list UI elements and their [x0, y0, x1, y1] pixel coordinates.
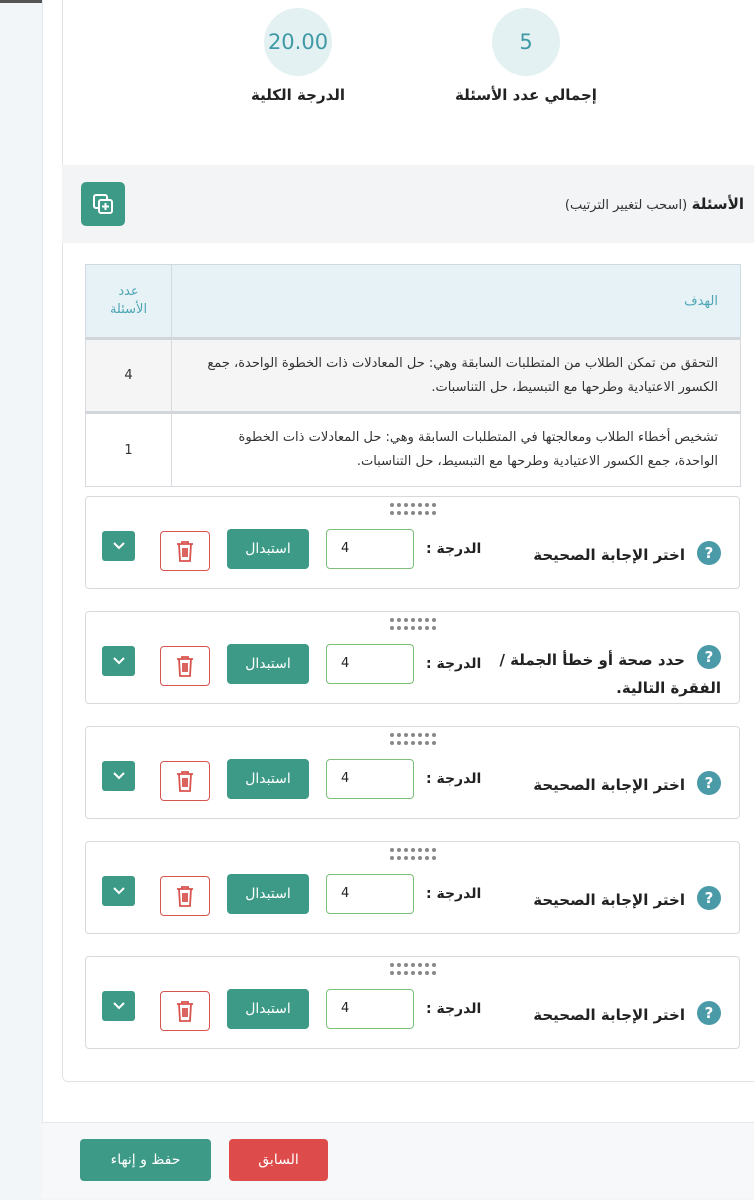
grade-input[interactable]: 4 [326, 759, 414, 799]
question-card[interactable] [85, 726, 740, 819]
grade-input[interactable]: 4 [326, 874, 414, 914]
trash-icon [176, 1000, 194, 1022]
chevron-down-icon [112, 886, 126, 896]
drag-handle-icon[interactable] [390, 503, 436, 517]
drag-handle-icon[interactable] [390, 848, 436, 862]
total-grade-stat [244, 8, 352, 104]
question-type-line1: اختر الإجابة الصحيحة [533, 891, 685, 909]
replace-button[interactable]: استبدال [227, 989, 309, 1029]
question-card[interactable] [85, 611, 740, 704]
total-questions-stat [451, 8, 601, 104]
count-cell: 1 [86, 413, 172, 487]
question-type-label [533, 886, 685, 914]
replace-button[interactable]: استبدال [227, 644, 309, 684]
replace-button[interactable]: استبدال [227, 529, 309, 569]
grade-input[interactable]: 4 [326, 644, 414, 684]
question-help-icon[interactable]: ? [697, 645, 721, 669]
goal-column-header: الهدف [172, 265, 741, 339]
save-and-finish-button[interactable]: حفظ و إنهاء [80, 1139, 211, 1181]
delete-button[interactable] [160, 876, 210, 916]
previous-button[interactable]: السابق [229, 1139, 328, 1181]
trash-icon [176, 540, 194, 562]
chevron-down-icon [112, 771, 126, 781]
grade-input[interactable]: 4 [326, 529, 414, 569]
question-card[interactable] [85, 841, 740, 934]
count-column-header [86, 265, 172, 339]
question-type-label [499, 646, 721, 702]
chevron-down-icon [112, 541, 126, 551]
delete-button[interactable] [160, 646, 210, 686]
expand-toggle-button[interactable] [102, 991, 135, 1021]
question-type-label [533, 1001, 685, 1029]
grade-label: الدرجة : [426, 771, 482, 787]
count-cell: 4 [86, 339, 172, 413]
question-type-label [533, 771, 685, 799]
question-type-line1: اختر الإجابة الصحيحة [533, 776, 685, 794]
question-type-line2: الفقرة التالية. [616, 679, 721, 697]
total-questions-value: 5 [492, 8, 560, 76]
question-help-icon[interactable]: ? [697, 886, 721, 910]
table-header-row [86, 265, 741, 339]
delete-button[interactable] [160, 991, 210, 1031]
question-type-line1: اختر الإجابة الصحيحة [533, 1006, 685, 1024]
total-grade-value: 20.00 [264, 8, 332, 76]
add-question-button[interactable] [81, 182, 125, 226]
questions-title-text: الأسئلة [691, 195, 744, 213]
goal-cell: التحقق من تمكن الطلاب من المتطلبات السابقة وهي: حل المعادلات ذات الخطوة الواحدة، جمع الكسور الاعتيادية وطرحها مع التبسيط، حل التناسبات. [172, 339, 741, 413]
question-type-line1: حدد صحة أو خطأ الجملة / [499, 651, 685, 669]
grade-label: الدرجة : [426, 1001, 482, 1017]
question-card[interactable] [85, 956, 740, 1049]
grade-label: الدرجة : [426, 886, 482, 902]
trash-icon [176, 655, 194, 677]
replace-button[interactable]: استبدال [227, 759, 309, 799]
table-row [86, 413, 741, 487]
total-questions-label: إجمالي عدد الأسئلة [455, 86, 597, 104]
add-copy-icon [91, 192, 115, 216]
trash-icon [176, 770, 194, 792]
questions-title [565, 195, 744, 213]
drag-handle-icon[interactable] [390, 733, 436, 747]
replace-button[interactable]: استبدال [227, 874, 309, 914]
total-grade-label: الدرجة الكلية [250, 86, 346, 104]
question-help-icon[interactable]: ? [697, 541, 721, 565]
objectives-table [85, 264, 741, 487]
questions-drag-hint: (اسحب لتغيير الترتيب) [564, 198, 688, 213]
drag-handle-icon[interactable] [390, 963, 436, 977]
question-help-icon[interactable]: ? [697, 1001, 721, 1025]
chevron-down-icon [112, 656, 126, 666]
expand-toggle-button[interactable] [102, 531, 135, 561]
grade-input[interactable]: 4 [326, 989, 414, 1029]
expand-toggle-button[interactable] [102, 876, 135, 906]
delete-button[interactable] [160, 531, 210, 571]
goal-cell: تشخيص أخطاء الطلاب ومعالجتها في المتطلبات السابقة وهي: حل المعادلات ذات الخطوة الواحدة، جمع الكسور الاعتيادية وطرحها مع التبسيط، حل التناسبات. [172, 413, 741, 487]
grade-label: الدرجة : [426, 656, 482, 672]
count-header-line2: الأسئلة [109, 302, 148, 317]
question-type-label [533, 541, 685, 569]
grade-label: الدرجة : [426, 541, 482, 557]
expand-toggle-button[interactable] [102, 761, 135, 791]
question-type-line1: اختر الإجابة الصحيحة [533, 546, 685, 564]
question-help-icon[interactable]: ? [697, 771, 721, 795]
expand-toggle-button[interactable] [102, 646, 135, 676]
question-card[interactable] [85, 496, 740, 589]
chevron-down-icon [112, 1001, 126, 1011]
table-row [86, 339, 741, 413]
count-header-line1: عدد [118, 284, 139, 299]
drag-handle-icon[interactable] [390, 618, 436, 632]
delete-button[interactable] [160, 761, 210, 801]
trash-icon [176, 885, 194, 907]
